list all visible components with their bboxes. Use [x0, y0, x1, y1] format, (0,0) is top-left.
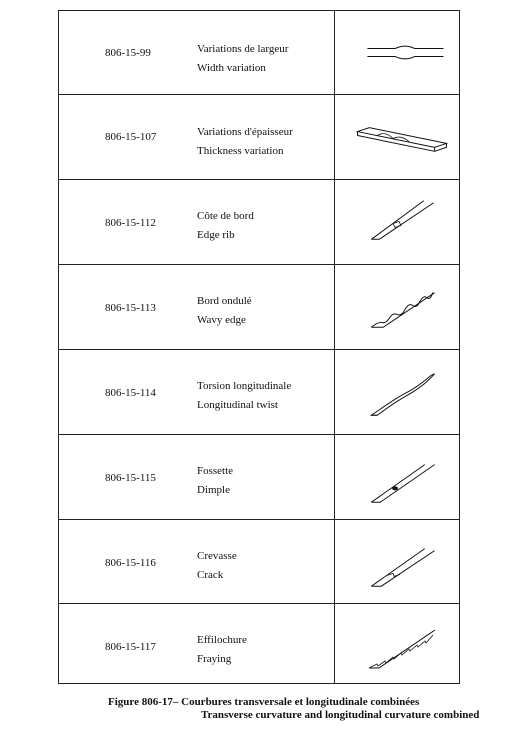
- figure-caption: [108, 696, 480, 721]
- term-english: Width variation: [197, 62, 266, 74]
- term-french: Torsion longitudinale: [197, 380, 292, 392]
- term-english: Wavy edge: [197, 314, 246, 326]
- term-french: Variations de largeur: [197, 43, 289, 55]
- table-row: [59, 435, 459, 520]
- fraying-icon: [347, 604, 457, 683]
- term-english: Edge rib: [197, 229, 235, 241]
- figure-label: Figure 806-17–: [108, 696, 179, 708]
- caption-french: Courbures transversale et longitudinale combinées: [181, 696, 420, 708]
- wavy-edge-icon: [347, 265, 457, 349]
- term-code: 806-15-112: [105, 217, 156, 229]
- term-french: Côte de bord: [197, 210, 254, 222]
- term-french: Effilochure: [197, 634, 247, 646]
- term-code: 806-15-113: [105, 302, 156, 314]
- term-english: Fraying: [197, 653, 232, 665]
- table-row: [59, 604, 459, 683]
- term-code: 806-15-107: [105, 131, 157, 143]
- term-english: Crack: [197, 569, 224, 581]
- term-english: Dimple: [197, 484, 230, 496]
- defect-table: [58, 10, 460, 684]
- term-english: Longitudinal twist: [197, 399, 278, 411]
- dimple-icon: [347, 435, 457, 519]
- table-row: [59, 265, 459, 350]
- term-code: 806-15-115: [105, 472, 156, 484]
- term-code: 806-15-114: [105, 387, 156, 399]
- term-code: 806-15-117: [105, 641, 156, 653]
- table-row: [59, 95, 459, 180]
- table-row: [59, 350, 459, 435]
- edge-rib-icon: [347, 180, 457, 264]
- term-english: Thickness variation: [197, 145, 284, 157]
- term-french: Crevasse: [197, 550, 237, 562]
- term-french: Fossette: [197, 465, 234, 477]
- table-row: [59, 520, 459, 604]
- term-code: 806-15-99: [105, 47, 151, 59]
- table-row: [59, 180, 459, 265]
- term-french: Variations d'épaisseur: [197, 126, 293, 138]
- table-row: [59, 11, 459, 95]
- term-code: 806-15-116: [105, 557, 156, 569]
- crack-icon: [347, 520, 457, 603]
- term-french: Bord ondulé: [197, 295, 252, 307]
- thickness-variation-icon: [347, 95, 457, 179]
- width-variation-icon: [347, 11, 457, 94]
- caption-english: Transverse curvature and longitudinal curvature combined: [201, 709, 480, 721]
- longitudinal-twist-icon: [347, 350, 457, 434]
